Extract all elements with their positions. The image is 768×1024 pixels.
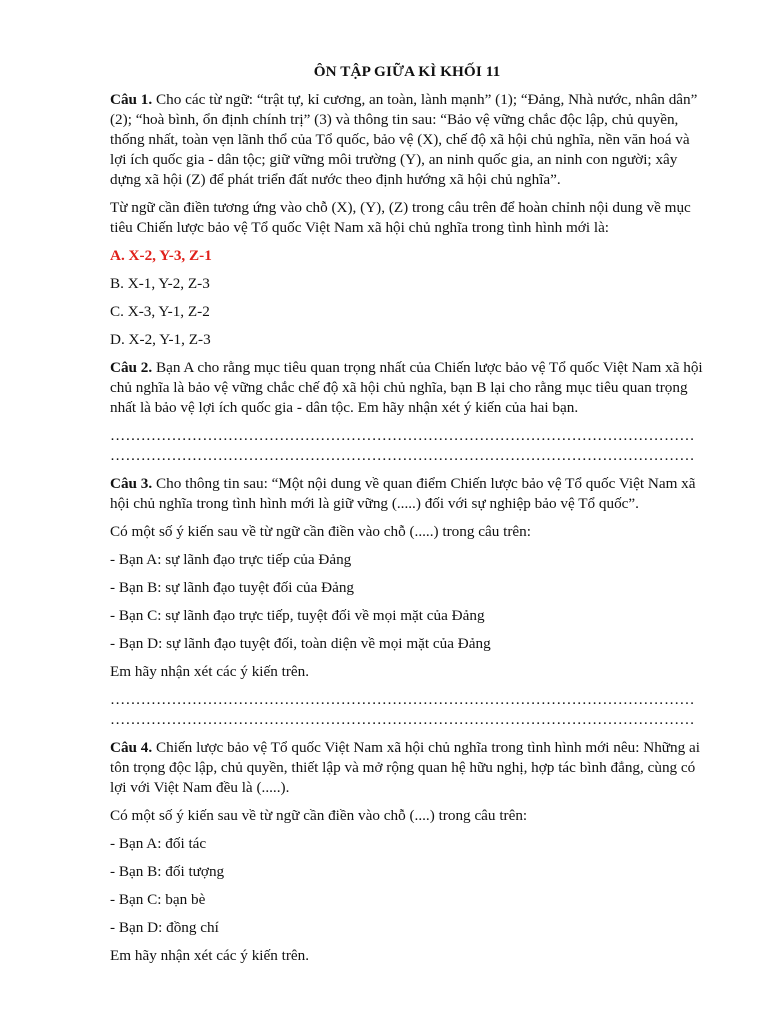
answer-lines-3 (110, 690, 704, 730)
answer-lines-2 (110, 426, 704, 466)
question-1-option-c: C. X-3, Y-1, Z-2 (110, 303, 210, 320)
answer-dotted-line: …………………………………………………………………………………………………… (110, 447, 695, 464)
question-4 (110, 738, 704, 798)
question-4-opinion-b: - Bạn B: đối tượng (110, 863, 225, 880)
question-3 (110, 474, 704, 514)
question-3-intro: Có một số ý kiến sau về từ ngữ cần điền vào chỗ (.....) trong câu trên: (110, 523, 531, 540)
question-1 (110, 90, 704, 190)
question-4-intro: Có một số ý kiến sau về từ ngữ cần điền vào chỗ (....) trong câu trên: (110, 807, 528, 824)
question-3-opinion-c: - Bạn C: sự lãnh đạo trực tiếp, tuyệt đối về mọi mặt của Đảng (110, 607, 485, 624)
document-page (110, 62, 704, 974)
question-3-opinion-a: - Bạn A: sự lãnh đạo trực tiếp của Đảng (110, 551, 352, 568)
question-1-label: Câu 1. (110, 91, 153, 108)
question-2 (110, 358, 704, 418)
question-3-opinion-d: - Bạn D: sự lãnh đạo tuyệt đối, toàn diện về mọi mặt của Đảng (110, 635, 491, 652)
answer-dotted-line: …………………………………………………………………………………………………… (110, 711, 695, 728)
question-3-opinion-b: - Bạn B: sự lãnh đạo tuyệt đối của Đảng (110, 579, 355, 596)
document-title: ÔN TẬP GIỮA KÌ KHỐI 11 (313, 63, 501, 80)
question-1-prompt: Từ ngữ cần điền tương ứng vào chỗ (X), (Y), (Z) trong câu trên để hoàn chỉnh nội dung về mục tiêu Chiến lược bảo vệ Tổ quốc Việt Nam xã hội chủ nghĩa trong tình hình mới là: (110, 199, 691, 236)
answer-dotted-line: …………………………………………………………………………………………………… (110, 427, 695, 444)
question-4-closing: Em hãy nhận xét các ý kiến trên. (110, 947, 310, 964)
question-2-label: Câu 2. (110, 359, 153, 376)
question-4-opinion-c: - Bạn C: bạn bè (110, 891, 206, 908)
answer-dotted-line: …………………………………………………………………………………………………… (110, 691, 695, 708)
question-1-text: Cho các từ ngữ: “trật tự, kỉ cương, an toàn, lành mạnh” (1); “Đảng, Nhà nước, nhân dân” (2); “hoà bình, ổn định chính trị” (3) và thông tin sau: “Bảo vệ vững chắc độc lập, chủ quyền, thống nhất, toàn vẹn lãnh thổ của Tổ quốc, bảo vệ (X), chế độ xã hội chủ nghĩa, nền văn hoá và lợi ích quốc gia - dân tộc; giữ vững môi trường (Y), an ninh quốc gia, an ninh con người; xây dựng xã hội (Z) để phát triển đất nước theo định hướng xã hội chủ nghĩa”. (110, 91, 698, 188)
question-3-text: Cho thông tin sau: “Một nội dung về quan điểm Chiến lược bảo vệ Tổ quốc Việt Nam xã hội chủ nghĩa trong tình hình mới là giữ vững (.....) đối với sự nghiệp bảo vệ Tổ quốc”. (110, 475, 696, 512)
question-1-option-b: B. X-1, Y-2, Z-3 (110, 275, 210, 292)
question-2-text: Bạn A cho rằng mục tiêu quan trọng nhất của Chiến lược bảo vệ Tổ quốc Việt Nam xã hội chủ nghĩa là bảo vệ vững chắc chế độ xã hội chủ nghĩa, bạn B lại cho rằng mục tiêu quan trọng nhất là bảo vệ lợi ích quốc gia - dân tộc. Em hãy nhận xét ý kiến của hai bạn. (110, 359, 703, 416)
question-4-opinion-d: - Bạn D: đồng chí (110, 919, 219, 936)
question-4-opinion-a: - Bạn A: đối tác (110, 835, 207, 852)
question-1-option-a: A. X-2, Y-3, Z-1 (110, 247, 212, 264)
question-1-option-d: D. X-2, Y-1, Z-3 (110, 331, 211, 348)
question-4-text: Chiến lược bảo vệ Tổ quốc Việt Nam xã hội chủ nghĩa trong tình hình mới nêu: Những ai tôn trọng độc lập, chủ quyền, thiết lập và mở rộng quan hệ hữu nghị, hợp tác bình đẳng, cùng có lợi với Việt Nam đều là (.....). (110, 739, 700, 796)
question-3-closing: Em hãy nhận xét các ý kiến trên. (110, 663, 310, 680)
question-4-label: Câu 4. (110, 739, 153, 756)
question-3-label: Câu 3. (110, 475, 153, 492)
